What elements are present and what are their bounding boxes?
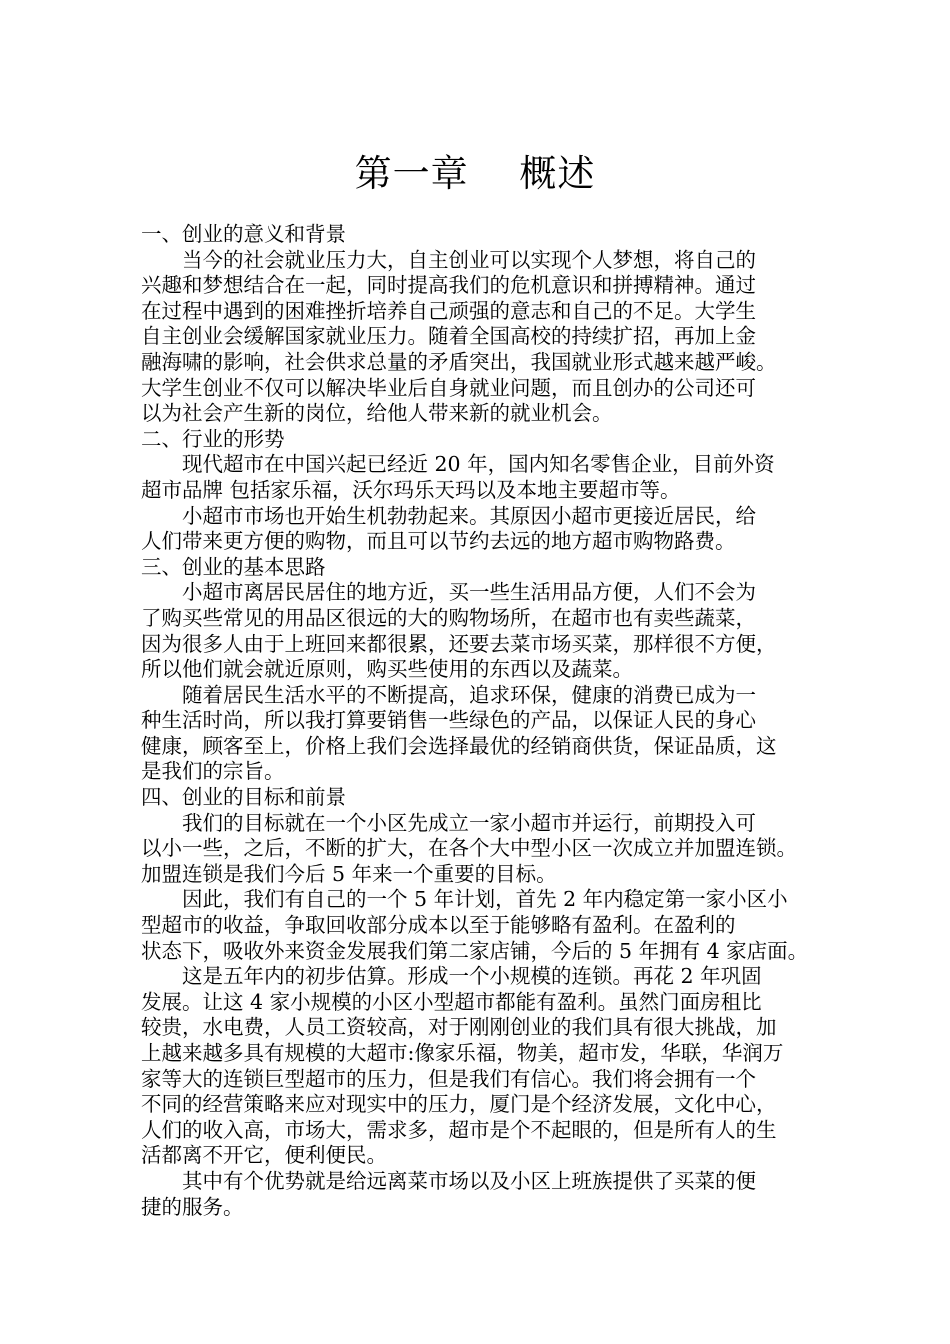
text-line: 是我们的宗旨。	[141, 759, 285, 784]
text-line: 小超市市场也开始生机勃勃起来。其原因小超市更接近居民，给	[141, 503, 756, 528]
text-line: 一、创业的意义和背景	[141, 222, 346, 246]
chapter-title: 第一章 概述	[354, 152, 596, 195]
text-line: 以为社会产生新的岗位，给他人带来新的就业机会。	[141, 401, 613, 426]
text-line: 捷的服务。	[141, 1194, 244, 1219]
text-line: 超市品牌 包括家乐福，沃尔玛乐天玛以及本地主要超市等。	[141, 477, 681, 502]
text-line: 现代超市在中国兴起已经近 20 年，国内知名零售企业，目前外资	[141, 452, 775, 477]
text-line: 这是五年内的初步估算。形成一个小规模的连锁。再花 2 年巩固	[141, 964, 762, 989]
text-line: 型超市的收益，争取回收部分成本以至于能够略有盈利。在盈利的	[141, 913, 736, 938]
text-line: 种生活时尚，所以我打算要销售一些绿色的产品，以保证人民的身心	[141, 708, 756, 733]
text-line: 四、创业的目标和前景	[141, 785, 346, 810]
text-line: 状态下，吸收外来资金发展我们第二家店铺，今后的 5 年拥有 4 家店面。	[141, 938, 809, 963]
text-line: 其中有个优势就是给远离菜市场以及小区上班族提供了买菜的便	[141, 1168, 756, 1193]
text-line: 我们的目标就在一个小区先成立一家小超市并运行，前期投入可	[141, 810, 756, 835]
text-line: 健康，顾客至上，价格上我们会选择最优的经销商供货，保证品质，这	[141, 733, 777, 758]
text-line: 所以他们就会就近原则，购买些使用的东西以及蔬菜。	[141, 657, 633, 682]
text-line: 二、行业的形势	[141, 426, 285, 451]
text-line: 大学生创业不仅可以解决毕业后自身就业问题，而且创办的公司还可	[141, 375, 756, 400]
text-line: 发展。让这 4 家小规模的小区小型超市都能有盈利。虽然门面房租比	[141, 989, 762, 1014]
text-line: 小超市离居民居住的地方近，买一些生活用品方便，人们不会为	[141, 580, 756, 605]
text-line: 加盟连锁是我们今后 5 年来一个重要的目标。	[141, 861, 557, 886]
text-line: 上越来越多具有规模的大超市:像家乐福，物美，超市发，华联，华润万	[141, 1041, 784, 1065]
text-line: 自主创业会缓解国家就业压力。随着全国高校的持续扩招，再加上金	[141, 324, 756, 349]
text-line: 因为很多人由于上班回来都很累，还要去菜市场买菜，那样很不方便，	[141, 631, 777, 656]
text-line: 兴趣和梦想结合在一起，同时提高我们的危机意识和拼搏精神。通过	[141, 273, 756, 298]
text-line: 活都离不开它，便利便民。	[141, 1143, 387, 1168]
text-line: 较贵，水电费，人员工资较高，对于刚刚创业的我们具有很大挑战，加	[141, 1015, 777, 1040]
text-line: 融海啸的影响，社会供求总量的矛盾突出，我国就业形式越来越严峻。	[141, 349, 777, 374]
text-line: 家等大的连锁巨型超市的压力，但是我们有信心。我们将会拥有一个	[141, 1066, 756, 1091]
text-line: 不同的经营策略来应对现实中的压力，厦门是个经济发展，文化中心，	[141, 1092, 777, 1117]
text-line: 因此，我们有自己的一个 5 年计划，首先 2 年内稳定第一家小区小	[141, 887, 788, 912]
text-line: 人们带来更方便的购物，而且可以节约去远的地方超市购物路费。	[141, 529, 736, 554]
body-text	[141, 222, 829, 1220]
text-line: 以小一些，之后，不断的扩大，在各个大中型小区一次成立并加盟连锁。	[141, 836, 797, 861]
text-line: 随着居民生活水平的不断提高，追求环保，健康的消费已成为一	[141, 682, 756, 707]
text-line: 三、创业的基本思路	[141, 554, 326, 579]
text-line: 当今的社会就业压力大，自主创业可以实现个人梦想，将自己的	[141, 247, 756, 272]
text-line: 在过程中遇到的困难挫折培养自己顽强的意志和自己的不足。大学生	[141, 298, 756, 323]
text-line: 人们的收入高，市场大，需求多，超市是个不起眼的，但是所有人的生	[141, 1117, 777, 1142]
text-line: 了购买些常见的用品区很远的大的购物场所，在超市也有卖些蔬菜，	[141, 605, 756, 630]
